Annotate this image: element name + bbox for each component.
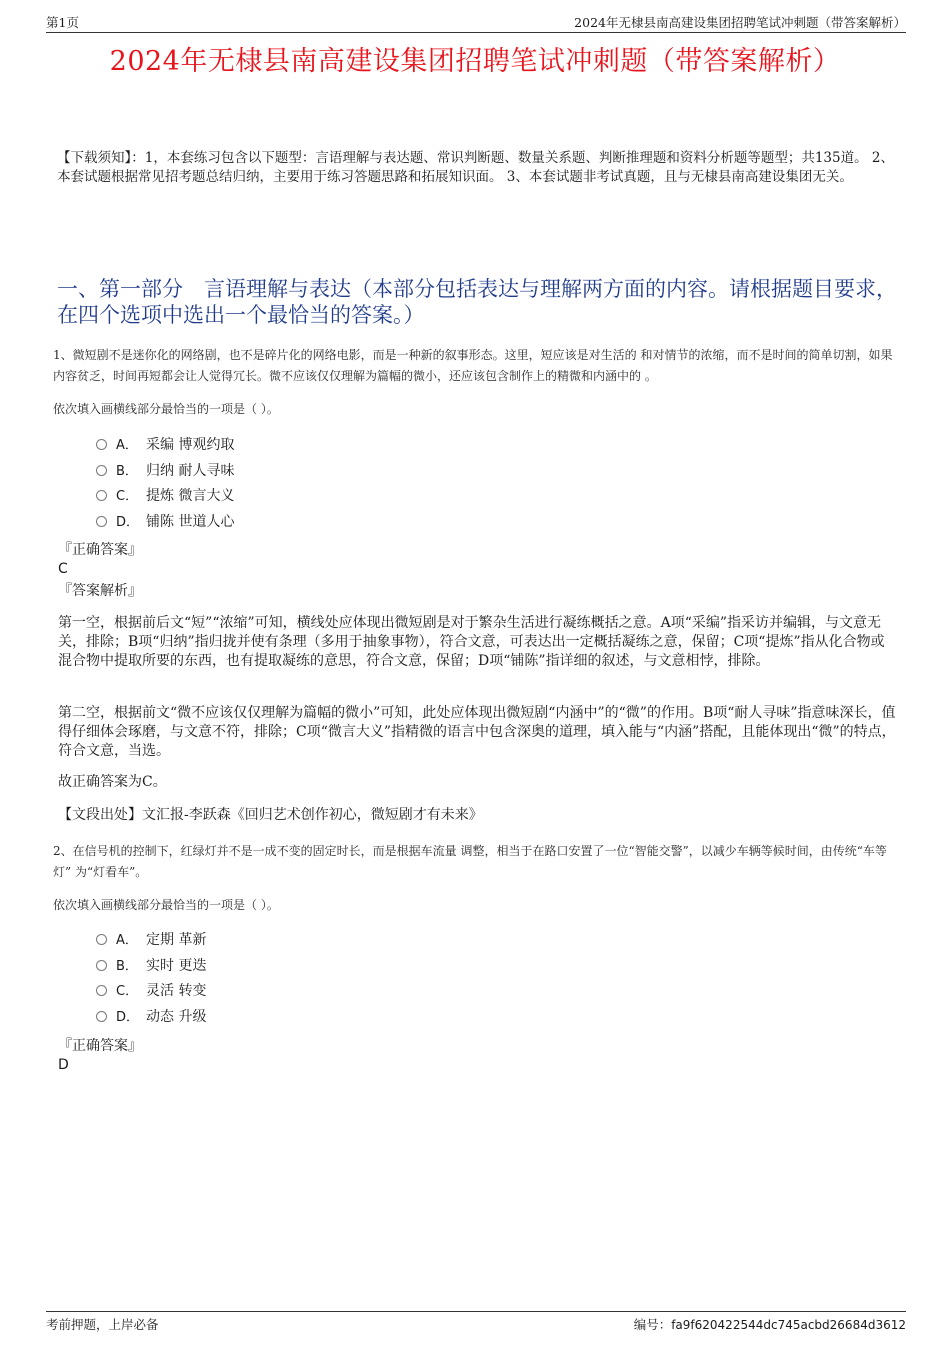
footer-code — [634, 1315, 906, 1333]
correct-answer: D — [58, 1057, 69, 1073]
section-heading: 一、第一部分 言语理解与表达（本部分包括表达与理解两方面的内容。请根据题目要求，在四个选项中选出一个最恰当的答案。） — [57, 277, 897, 327]
page-number: 第1页 — [46, 15, 79, 30]
passage-source: 【文段出处】文汇报-李跃森《回归艺术创作初心，微短剧才有未来》 — [58, 807, 483, 823]
radio-icon[interactable] — [96, 465, 107, 476]
radio-icon[interactable] — [96, 516, 107, 527]
footer-code-label: 编号： — [633, 1317, 672, 1332]
correct-answer: C — [58, 561, 68, 577]
question-1-options — [96, 433, 234, 535]
option-d[interactable]: D． 铺陈 世道人心 — [96, 510, 234, 536]
analysis-paragraph-1: 第一空，根据前后文“短”“浓缩”可知，横线处应体现出微短剧是对于繁杂生活进行凝练概括之意。A项“采编”指采访并编辑，与文意无关，排除；B项“归纳”指归拢并使有条理（多用于抽象事物），符合文意，可表达出一定概括凝练之意，保留；C项“提炼”指从化合物或混合物中提取所要的东西，也有提取凝练的意思，符合文意，保留；D项“铺陈”指详细的叙述，与文意相悖，排除。 — [58, 615, 885, 669]
question-2-options — [96, 928, 206, 1030]
analysis-label: 『答案解析』 — [58, 583, 142, 599]
answer-label: 『正确答案』 — [58, 1038, 142, 1054]
question-1-prompt: 依次填入画横线部分最恰当的一项是（ ）。 — [53, 402, 279, 416]
page-header — [46, 14, 906, 33]
radio-icon[interactable] — [96, 439, 107, 450]
radio-icon[interactable] — [96, 985, 107, 996]
footer-slogan: 考前押题，上岸必备 — [46, 1317, 159, 1332]
question-2-stem: 2、在信号机的控制下，红绿灯并不是一成不变的固定时长，而是根据车流量 调整，相当于在路口安置了一位“智能交警”，以减少车辆等候时间，由传统“车等灯” 为“灯看车”。 — [53, 844, 887, 879]
radio-icon[interactable] — [96, 960, 107, 971]
download-notice: 【下载须知】：1，本套练习包含以下题型：言语理解与表达题、常识判断题、数量关系题、判断推理题和资料分析题等题型；共135道。 2、本套试题根据常见招考题总结归纳，主要用于练习答题思路和拓展知识面。 3、本套试题非考试真题，且与无棣县南高建设集团无关。 — [57, 150, 894, 185]
answer-label: 『正确答案』 — [58, 542, 142, 558]
radio-icon[interactable] — [96, 934, 107, 945]
option-b[interactable]: B． 实时 更迭 — [96, 954, 206, 980]
radio-icon[interactable] — [96, 1011, 107, 1022]
option-c[interactable]: C． 灵活 转变 — [96, 979, 206, 1005]
analysis-paragraph-2: 第二空，根据前文“微不应该仅仅理解为篇幅的微小”可知，此处应体现出微短剧“内涵中”的“微”的作用。B项“耐人寻味”指意味深长，值得仔细体会琢磨，与文意不符，排除；C项“微言大义”指精微的语言中包含深奥的道理，填入能与“内涵”搭配，且能体现出“微”的特点，符合文意，当选。 — [58, 705, 896, 759]
page-footer — [46, 1311, 906, 1334]
option-d[interactable]: D． 动态 升级 — [96, 1005, 206, 1031]
radio-icon[interactable] — [96, 490, 107, 501]
question-2-prompt: 依次填入画横线部分最恰当的一项是（ ）。 — [53, 898, 279, 912]
analysis-conclusion: 故正确答案为C。 — [58, 774, 167, 790]
header-doc-title: 2024年无棣县南高建设集团招聘笔试冲刺题（带答案解析） — [574, 15, 906, 30]
option-b[interactable]: B． 归纳 耐人寻味 — [96, 459, 234, 485]
question-1-stem: 1、微短剧不是迷你化的网络剧，也不是碎片化的网络电影，而是一种新的叙事形态。这里，短应该是对生活的 和对情节的浓缩，而不是时间的简单切割，如果内容贫乏，时间再短都会让人觉得冗长。微不应该仅仅理解为篇幅的微小，还应该包含制作上的精微和内涵中的 。 — [53, 348, 893, 383]
footer-code-value: fa9f620422544dc745acbd26684d3612 — [671, 1318, 906, 1332]
option-a[interactable]: A． 定期 革新 — [96, 928, 206, 954]
option-c[interactable]: C． 提炼 微言大义 — [96, 484, 234, 510]
option-a[interactable]: A． 采编 博观约取 — [96, 433, 234, 459]
document-title: 2024年无棣县南高建设集团招聘笔试冲刺题（带答案解析） — [109, 46, 841, 77]
